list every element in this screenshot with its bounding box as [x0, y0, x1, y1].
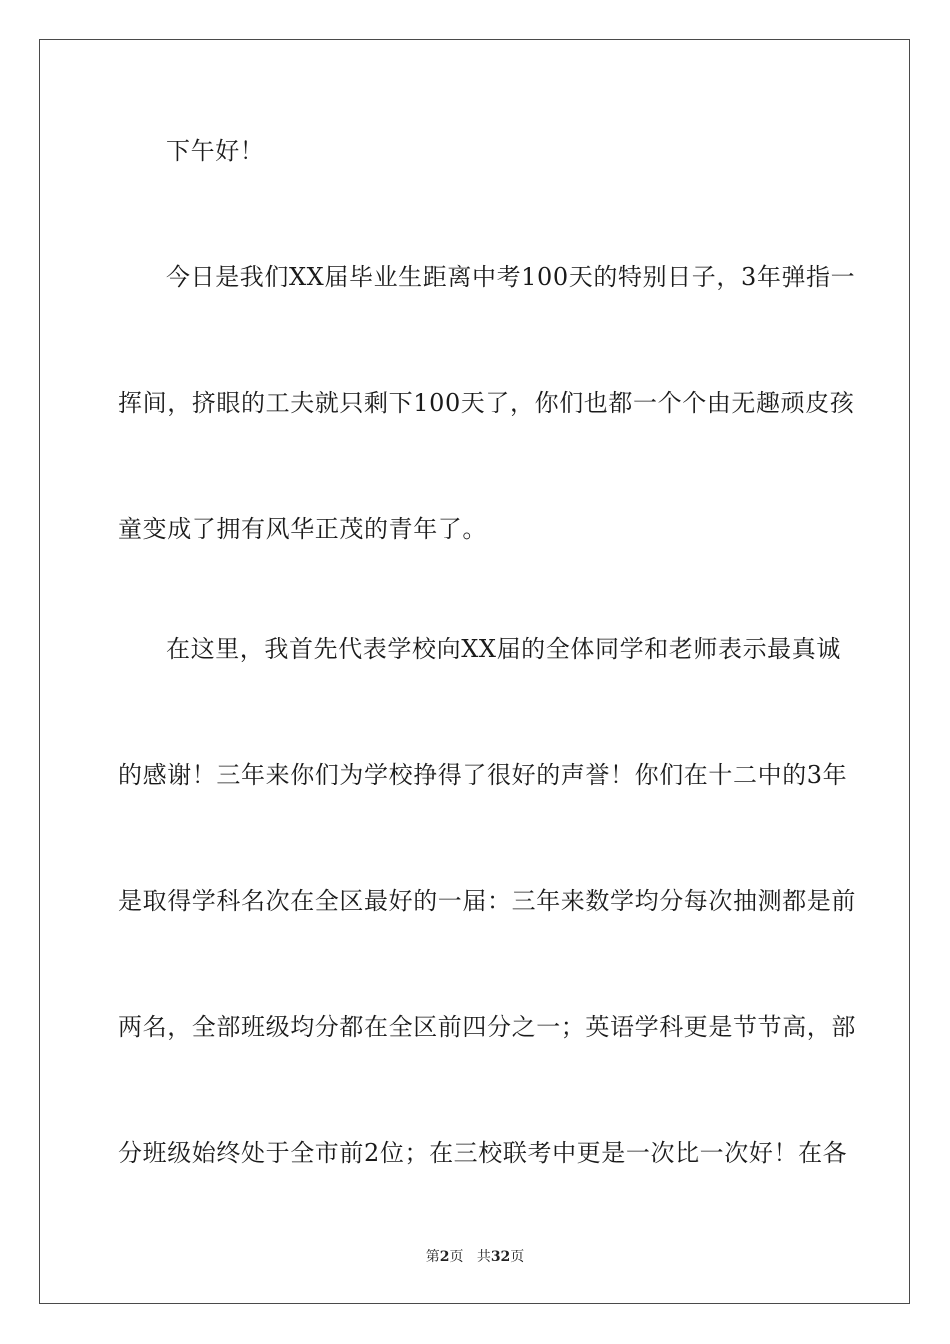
- page-number: 2: [439, 1249, 450, 1265]
- paragraph-2-line-3: 是取得学科名次在全区最好的一届：三年来数学均分每次抽测都是前: [118, 887, 856, 915]
- total-label-prefix: 共: [476, 1249, 491, 1265]
- paragraph-2-line-2: 的感谢！三年来你们为学校挣得了很好的声誉！你们在十二中的3年: [118, 761, 848, 789]
- page-label-suffix: 页: [449, 1249, 464, 1265]
- paragraph-1-line-3: 童变成了拥有风华正茂的青年了。: [118, 515, 487, 543]
- paragraph-2-line-5: 分班级始终处于全市前2位；在三校联考中更是一次比一次好！在各: [118, 1139, 848, 1167]
- paragraph-1-line-1: 今日是我们XX届毕业生距离中考100天的特别日子，3年弹指一: [166, 263, 856, 291]
- page-border: [39, 39, 910, 1304]
- paragraph-2-line-4: 两名，全部班级均分都在全区前四分之一；英语学科更是节节高，部: [118, 1013, 856, 1041]
- paragraph-1-line-2: 挥间，挤眼的工夫就只剩下100天了，你们也都一个个由无趣顽皮孩: [118, 389, 855, 417]
- total-label-suffix: 页: [510, 1249, 525, 1265]
- page-label-prefix: 第: [425, 1249, 440, 1265]
- page-footer: [0, 1248, 950, 1266]
- total-pages: 32: [490, 1249, 511, 1265]
- paragraph-2-line-1: 在这里，我首先代表学校向XX届的全体同学和老师表示最真诚: [166, 635, 841, 663]
- greeting-line: 下午好！: [166, 137, 265, 165]
